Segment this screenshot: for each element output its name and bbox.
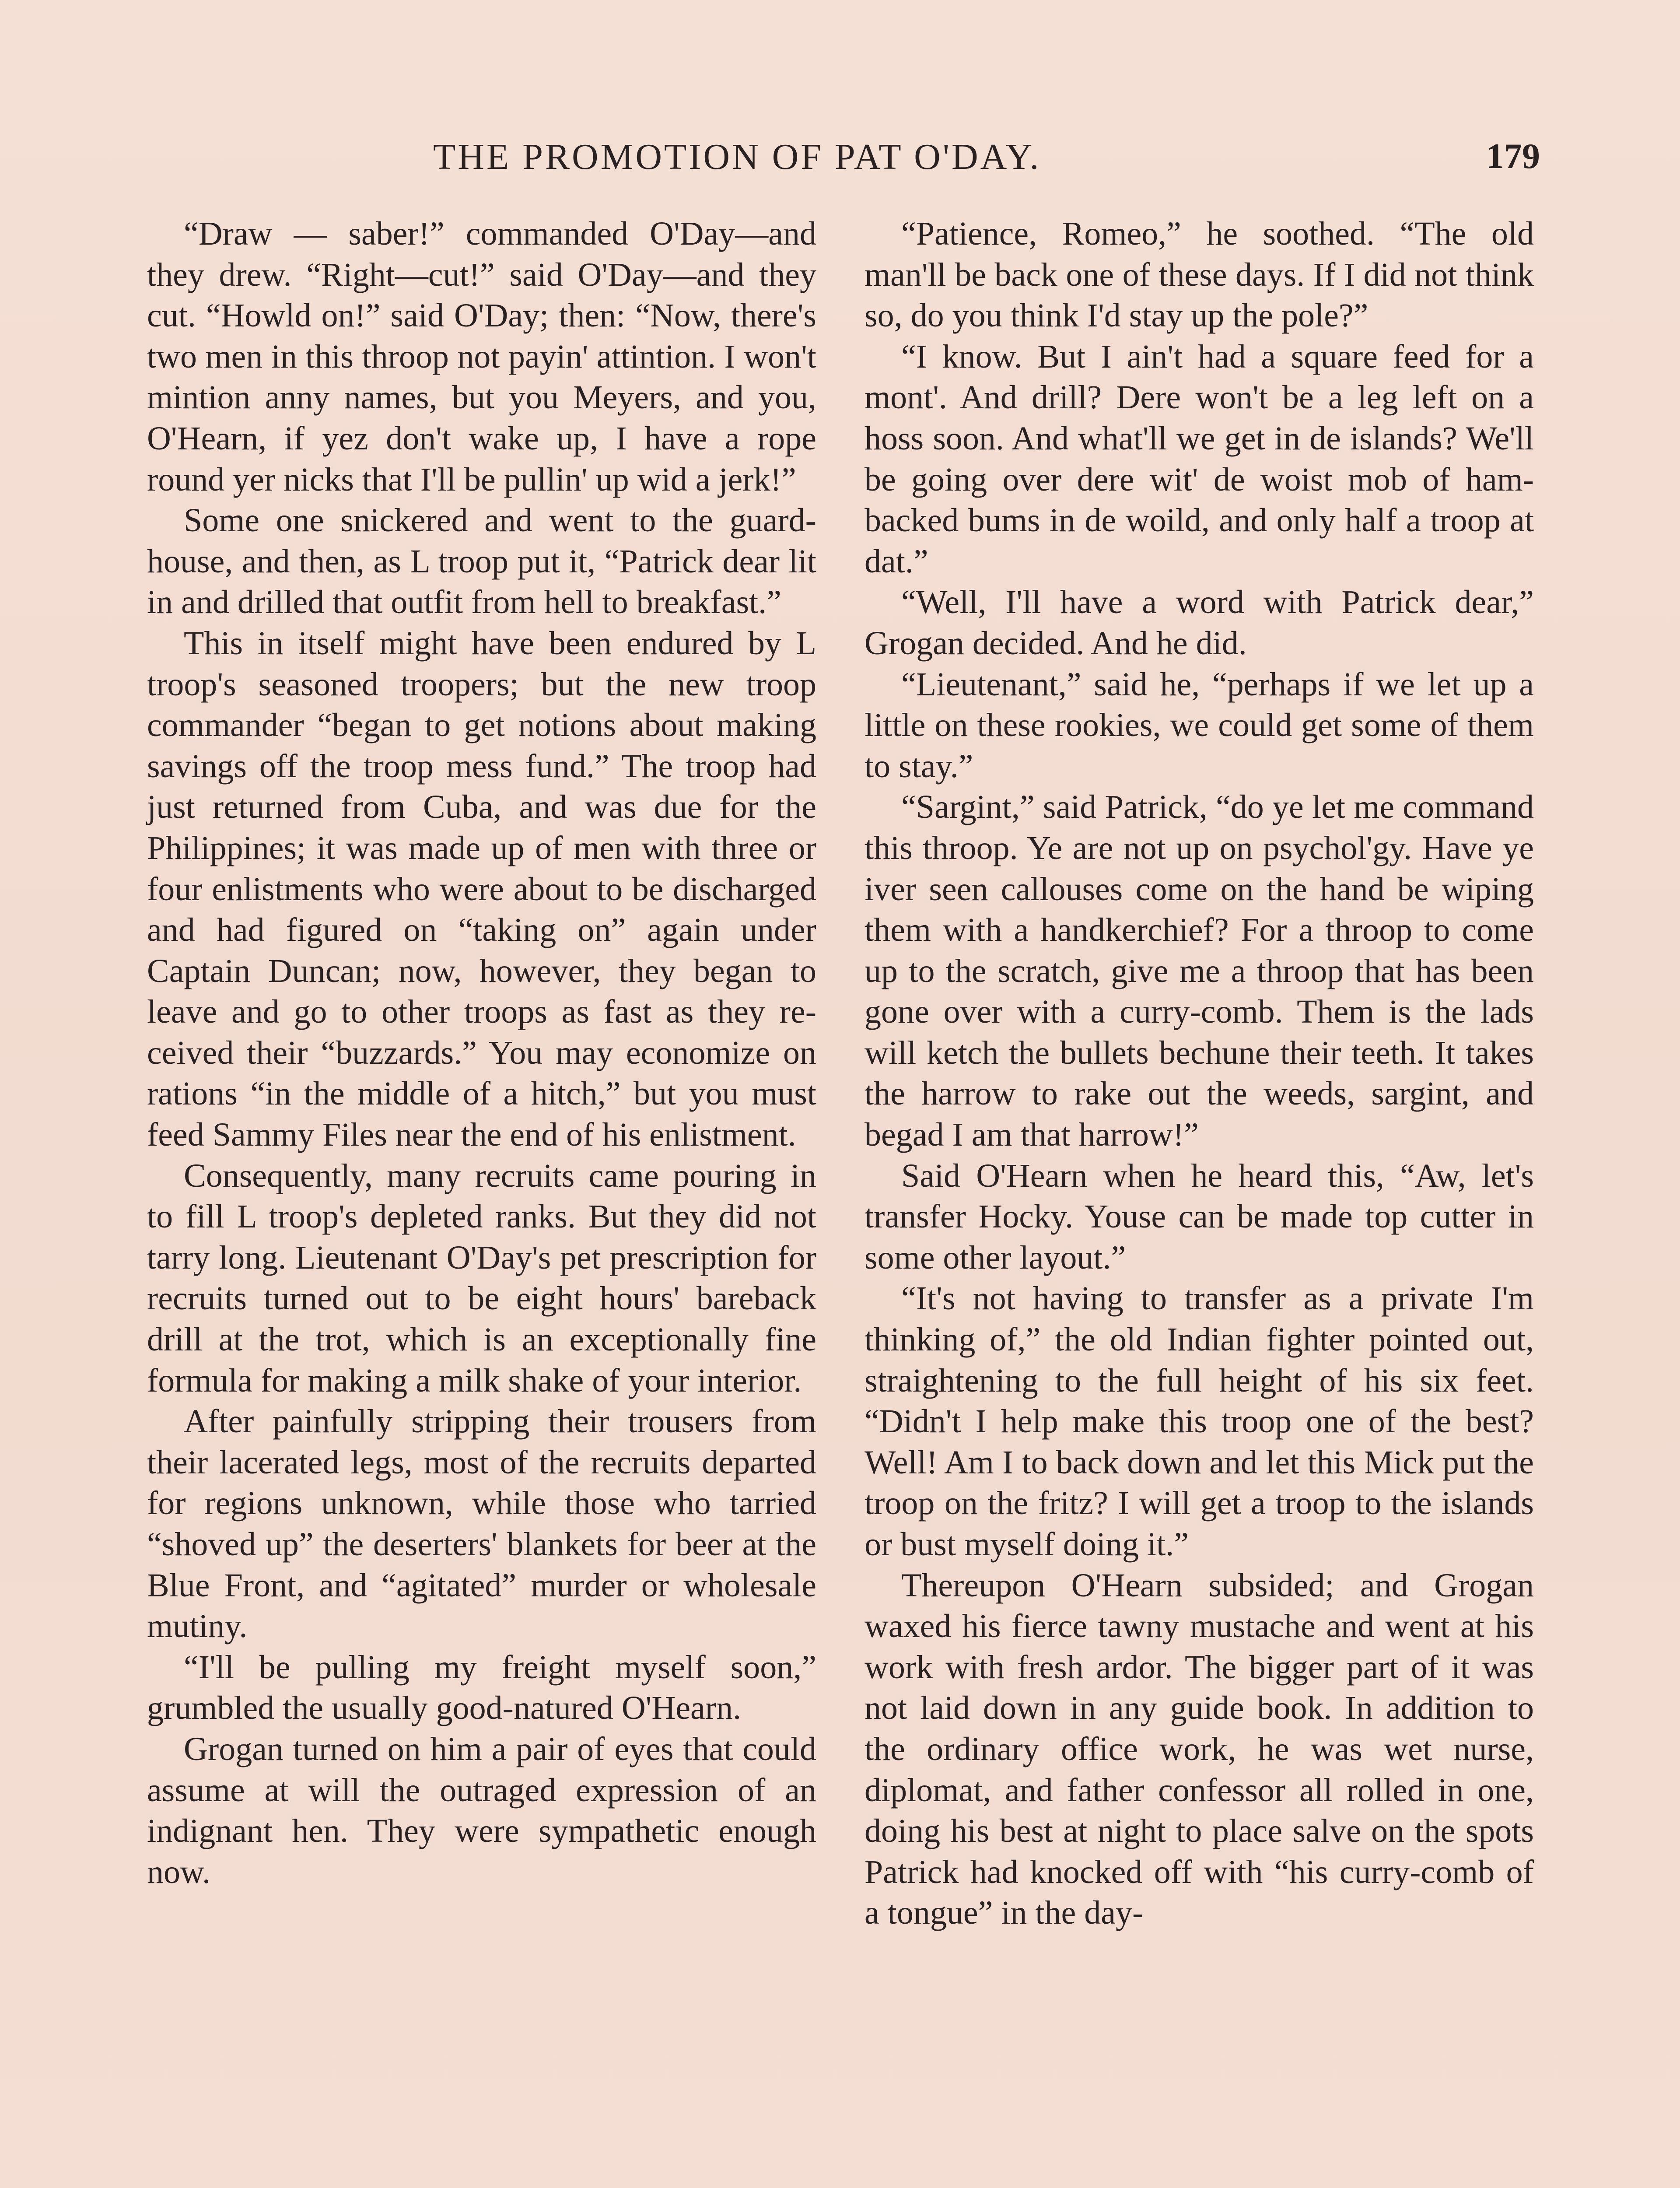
right-column bbox=[864, 214, 1534, 1934]
paragraph: This in itself might have been endured by L troop's seasoned troopers; but the new troop commander “began to get notions about making savings off the troop mess fund.” The troop had just returned from Cuba, and was due for the Philippines; it was made up of men with three or four enlistments who were about to be discharged and had figured on “taking on” again under Captain Duncan; now, however, they began to leave and go to other troops as fast as they received their “buzzards.” You may economize on rations “in the middle of a hitch,” but you must feed Sammy Files near the end of his enlistment. bbox=[147, 624, 816, 1154]
paragraph: Grogan turned on him a pair of eyes that could assume at will the outraged expression of an indignant hen. They were sympathetic enough now. bbox=[147, 1730, 816, 1890]
paragraph: “Well, I'll have a word with Patrick dear,” Grogan decided. And he did. bbox=[864, 584, 1534, 662]
paragraph: “Draw — saber!” commanded O'Day—and they drew. “Right—cut!” said O'Day—and they cut. “Howld on!” said O'Day; then: “Now, there's two men in this throop not payin' attintion. I won't mintion anny names, but you Meyers, and you, O'Hearn, if yez don't wake up, I have a rope round yer nicks that I'll be pullin' up wid a jerk!” bbox=[147, 215, 816, 498]
paragraph: Said O'Hearn when he heard this, “Aw, let's transfer Hocky. Youse can be made top cutter in some other layout.” bbox=[864, 1157, 1534, 1276]
left-column bbox=[147, 214, 816, 1893]
paragraph: Some one snickered and went to the guard-house, and then, as L troop put it, “Patrick dear lit in and drilled that outfit from hell to breakfast.” bbox=[147, 502, 816, 621]
paragraph: Consequently, many recruits came pouring in to fill L troop's depleted ranks. But they did not tarry long. Lieutenant O'Day's pet prescription for recruits turned out to be eight hours' bareback drill at the trot, which is an exceptionally fine formula for making a milk shake of your interior. bbox=[147, 1157, 816, 1399]
page-header bbox=[433, 131, 1540, 179]
paragraph: “I'll be pulling my freight myself soon,” grumbled the usually good-natured O'Hearn. bbox=[147, 1648, 816, 1727]
paragraph: “Sargint,” said Patrick, “do ye let me command this throop. Ye are not up on psychol'gy. Have ye iver seen callouses come on the hand be wiping them with a handkerchief? For a throop to come up to the scratch, give me a throop that has been gone over with a curry-comb. Them is the lads will ketch the bullets bechune their teeth. It takes the harrow to rake out the weeds, sargint, and begad I am that harrow!” bbox=[864, 789, 1534, 1154]
paragraph: “Patience, Romeo,” he soothed. “The old man'll be back one of these days. If I did not think so, do you think I'd stay up the pole?” bbox=[864, 215, 1534, 334]
paragraph: “I know. But I ain't had a square feed for a mont'. And drill? Dere won't be a leg left on a hoss soon. And what'll we get in de islands? We'll be going over dere wit' de woist mob of ham-backed bums in de woild, and only half a troop at dat.” bbox=[864, 338, 1534, 580]
paragraph: After painfully stripping their trousers from their lacerated legs, most of the recruits departed for regions unknown, while those who tarried “shoved up” the deserters' blankets for beer at the Blue Front, and “agitated” murder or wholesale mutiny. bbox=[147, 1403, 816, 1645]
running-head: THE PROMOTION OF PAT O'DAY. bbox=[433, 137, 1041, 177]
paragraph: “Lieutenant,” said he, “perhaps if we let up a little on these rookies, we could get some of them to stay.” bbox=[864, 666, 1534, 785]
text-columns bbox=[147, 214, 1543, 2188]
paragraph: “It's not having to transfer as a private I'm thinking of,” the old Indian fighter pointed out, straightening to the full height of his six feet. “Didn't I help make this troop one of the best? Well! Am I to back down and let this Mick put the troop on the fritz? I will get a troop to the islands or bust myself doing it.” bbox=[864, 1280, 1534, 1563]
paragraph: Thereupon O'Hearn subsided; and Grogan waxed his fierce tawny mustache and went at his work with fresh ardor. The bigger part of it was not laid down in any guide book. In addition to the ordinary office work, he was wet nurse, diplomat, and father confessor all rolled in one, doing his best at night to place salve on the spots Patrick had knocked off with “his curry-comb of a tongue” in the day- bbox=[864, 1567, 1534, 1932]
page-number: 179 bbox=[1486, 136, 1540, 176]
